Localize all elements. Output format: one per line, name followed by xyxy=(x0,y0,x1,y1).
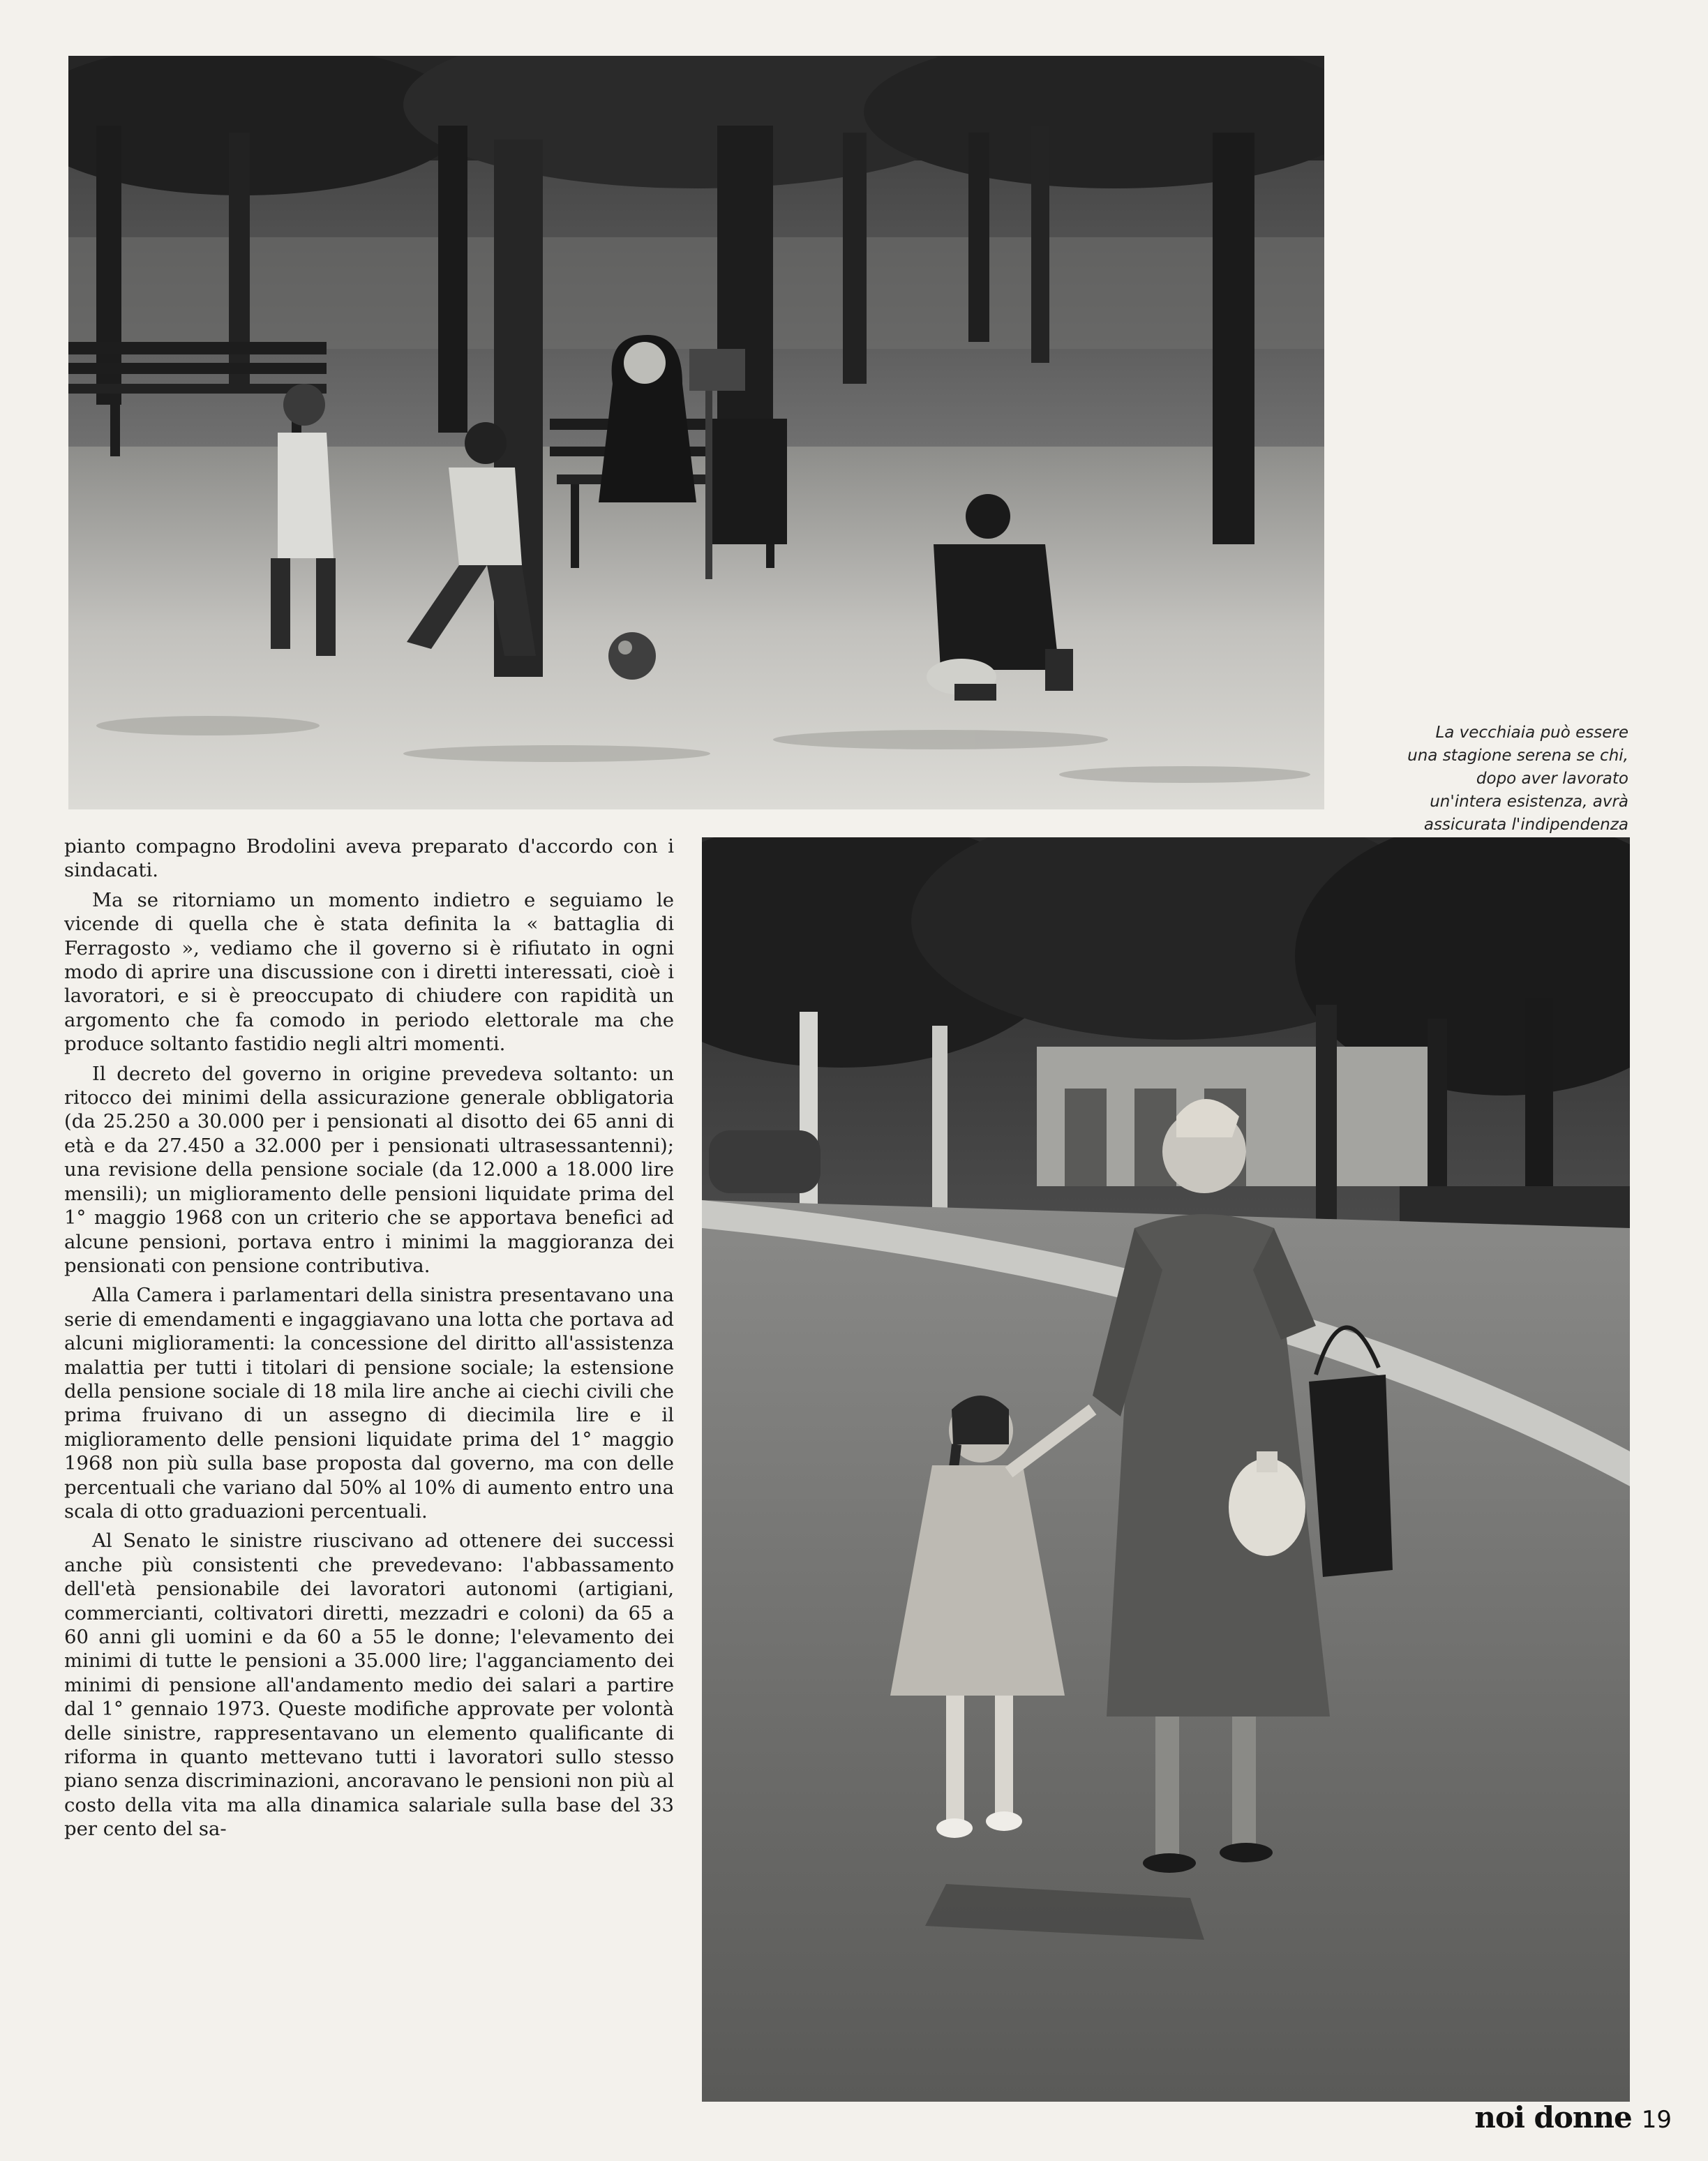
photo-grandmother-girl xyxy=(702,837,1630,2102)
article-body xyxy=(64,835,674,1847)
caption-line: assicurata l'indipendenza xyxy=(1423,816,1628,834)
page-number: 19 xyxy=(1641,2106,1672,2134)
article-paragraph: pianto compagno Brodolini aveva preparato d'accordo con i sindacati. xyxy=(64,835,674,882)
caption-line: La vecchiaia può essere xyxy=(1435,724,1628,742)
photo-park-children xyxy=(68,56,1324,809)
article-paragraph: Il decreto del governo in origine prevedeva soltanto: un ritocco dei minimi della assicurazione generale obbligatoria (da 25.250 a 30.000 per i pensionati al disotto dei 65 anni di età e da 27.450 a 32.000 per i pensionati ultrasessantenni); una revisione della pensione sociale (da 12.000 a 18.000 lire mensili); un miglioramento delle pensioni liquidate prima del 1° maggio 1968 con un criterio che se apportava benefici ad alcune pensioni, portava entro i minimi la maggioranza dei pensionati con pensione contributiva. xyxy=(64,1062,674,1277)
caption-line: una stagione serena se chi, xyxy=(1407,747,1628,765)
caption-line: un'intera esistenza, avrà xyxy=(1430,793,1628,811)
article-paragraph: Ma se ritorniamo un momento indietro e seguiamo le vicende di quella che è stata definita la « battaglia di Ferragosto », vediamo che il governo si è rifiutato in ogni modo di aprire una discussione con i diretti interessati, cioè i lavoratori, e si è preoccupato di chiudere con rapidità un argomento che fa comodo in periodo elettorale ma che produce soltanto fastidio negli altri momenti. xyxy=(64,888,674,1056)
photo-grandmother-girl-image xyxy=(702,837,1630,2102)
caption-line: dopo aver lavorato xyxy=(1476,770,1628,788)
article-paragraph: Alla Camera i parlamentari della sinistra presentavano una serie di emendamenti e ingaggiavano una lotta che portava ad alcuni miglioramenti: la concessione del diritto all'assistenza malattia per tutti i titolari di pensione sociale; la estensione della pensione sociale di 18 mila lire anche ai ciechi civili che prima fruivano di un assegno di diecimila lire e il miglioramento delle pensioni liquidate prima del 1° maggio 1968 non più sulla base proposta dal governo, ma con delle percentuali che variano dal 50% al 10% di aumento entro una scala di otto graduazioni percentuali. xyxy=(64,1284,674,1523)
article-paragraph: Al Senato le sinistre riuscivano ad ottenere dei successi anche più consistenti che prevedevano: l'abbassamento dell'età pensionabile dei lavoratori autonomi (artigiani, commercianti, coltivatori diretti, mezzadri e coloni) da 65 a 60 anni gli uomini e da 60 a 55 le donne; l'elevamento dei minimi di tutte le pensioni a 35.000 lire; l'agganciamento dei minimi di pensione all'andamento medio dei salari a partire dal 1° gennaio 1973. Queste modifiche approvate per volontà delle sinistre, rappresentavano un elemento qualificante di riforma in quanto mettevano tutti i lavoratori sullo stesso piano senza discriminazioni, ancoravano le pensioni non più al costo della vita ma alla dinamica salariale sulla base del 33 per cento del sa- xyxy=(64,1530,674,1841)
magazine-name: noi donne xyxy=(1474,2100,1632,2134)
page-footer xyxy=(1474,2100,1672,2134)
photo-park-children-image xyxy=(68,56,1324,809)
